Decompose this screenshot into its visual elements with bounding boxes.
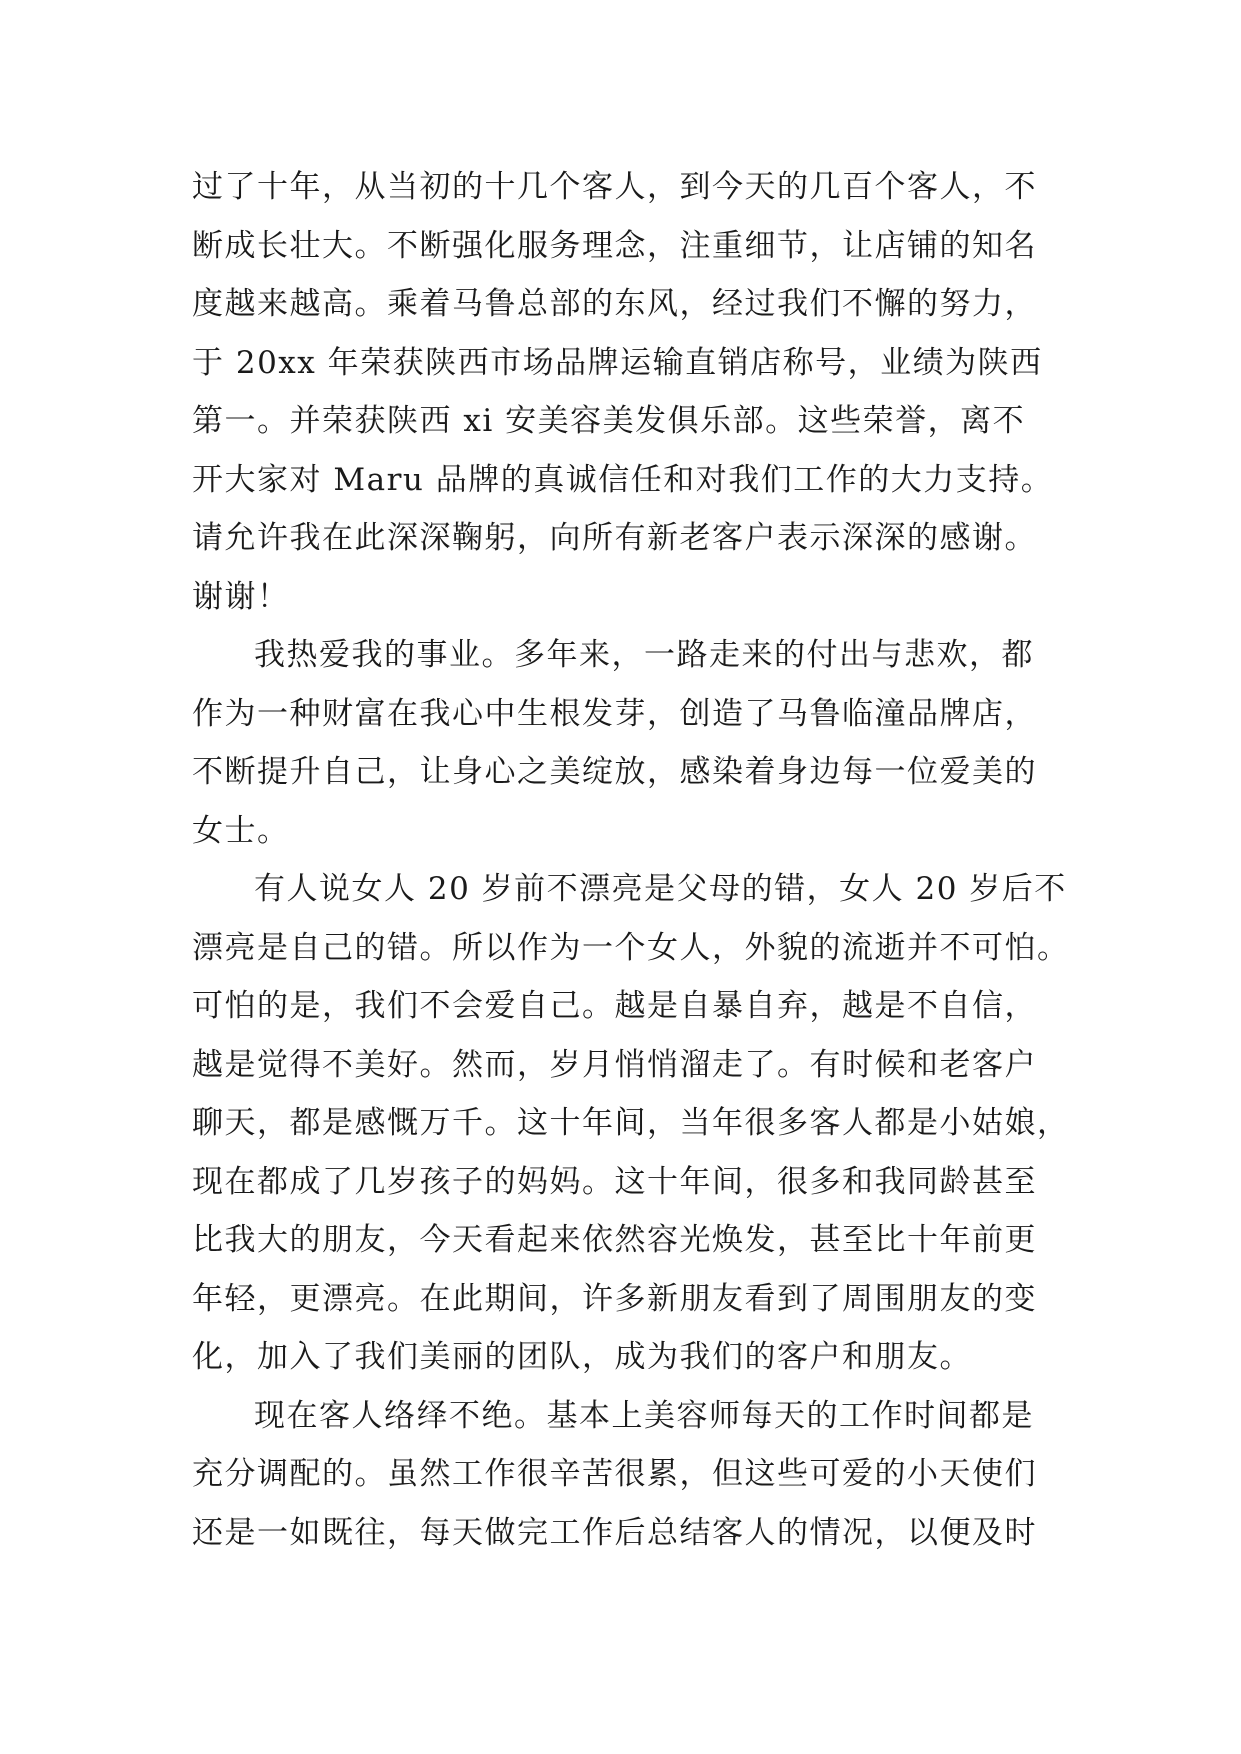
text-line: 现在客人络绎不绝。基本上美容师每天的工作时间都是 <box>254 1397 1034 1434</box>
text-line: 开大家对 Maru 品牌的真诚信任和对我们工作的大力支持。 <box>192 461 1054 498</box>
text-line: 断成长壮大。不断强化服务理念，注重细节，让店铺的知名 <box>192 227 1037 264</box>
text-line: 不断提升自己，让身心之美绽放，感染着身边每一位爱美的 <box>192 754 1037 790</box>
text-line: 漂亮是自己的错。所以作为一个女人，外貌的流逝并不可怕。 <box>192 929 1070 966</box>
text-line: 有人说女人 20 岁前不漂亮是父母的错，女人 20 岁后不 <box>254 871 1067 907</box>
paragraph-4 <box>192 1387 1072 1563</box>
text-line: 比我大的朋友，今天看起来依然容光焕发，甚至比十年前更 <box>192 1222 1037 1258</box>
text-line: 我热爱我的事业。多年来，一路走来的付出与悲欢，都 <box>254 637 1034 673</box>
text-line: 充分调配的。虽然工作很辛苦很累，但这些可爱的小天使们 <box>192 1456 1037 1492</box>
text-line: 现在都成了几岁孩子的妈妈。这十年间，很多和我同龄甚至 <box>192 1163 1037 1200</box>
text-line: 女士。 <box>192 812 290 849</box>
paragraph-2 <box>192 626 1072 860</box>
paragraph-3 <box>192 860 1072 1387</box>
text-line: 可怕的是，我们不会爱自己。越是自暴自弃，越是不自信， <box>192 988 1037 1024</box>
text-line: 过了十年，从当初的十几个客人，到今天的几百个客人，不 <box>192 169 1037 205</box>
text-line: 化，加入了我们美丽的团队，成为我们的客户和朋友。 <box>192 1339 972 1375</box>
text-line: 作为一种财富在我心中生根发芽，创造了马鲁临潼品牌店， <box>192 695 1037 732</box>
text-line: 还是一如既往，每天做完工作后总结客人的情况，以便及时 <box>192 1514 1037 1551</box>
text-line: 谢谢！ <box>192 578 290 615</box>
text-line: 度越来越高。乘着马鲁总部的东风，经过我们不懈的努力， <box>192 286 1037 322</box>
text-line: 请允许我在此深深鞠躬，向所有新老客户表示深深的感谢。 <box>192 520 1037 556</box>
paragraph-1 <box>192 158 1072 626</box>
text-line: 于 20xx 年荣获陕西市场品牌运输直销店称号，业绩为陕西 <box>192 344 1043 381</box>
text-line: 聊天，都是感慨万千。这十年间，当年很多客人都是小姑娘， <box>192 1105 1070 1141</box>
document-body <box>192 158 1072 1562</box>
text-line: 年轻，更漂亮。在此期间，许多新朋友看到了周围朋友的变 <box>192 1280 1037 1317</box>
text-line: 越是觉得不美好。然而，岁月悄悄溜走了。有时候和老客户 <box>192 1046 1037 1083</box>
text-line: 第一。并荣获陕西 xi 安美容美发俱乐部。这些荣誉，离不 <box>192 403 1026 439</box>
